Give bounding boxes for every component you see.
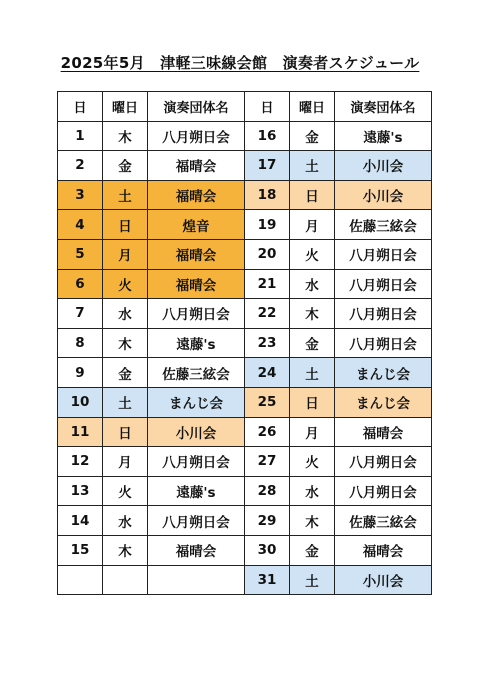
left-weekday-cell: 土 xyxy=(103,387,148,417)
header-group-right: 演奏団体名 xyxy=(335,92,432,122)
table-row xyxy=(58,269,432,299)
right-group-cell: まんじ会 xyxy=(335,358,432,388)
right-group-cell: まんじ会 xyxy=(335,387,432,417)
left-weekday-cell: 木 xyxy=(103,535,148,565)
left-weekday-cell: 土 xyxy=(103,180,148,210)
right-day-cell: 20 xyxy=(245,239,290,269)
right-group-cell: 福晴会 xyxy=(335,535,432,565)
left-group-cell: 福晴会 xyxy=(148,180,245,210)
left-weekday-cell: 木 xyxy=(103,328,148,358)
table-row xyxy=(58,151,432,181)
right-weekday-cell: 水 xyxy=(290,269,335,299)
page-title: 2025年5月 津軽三味線会館 演奏者スケジュール xyxy=(60,54,420,72)
header-day-right: 日 xyxy=(245,92,290,122)
right-weekday-cell: 土 xyxy=(290,358,335,388)
right-group-cell: 八月朔日会 xyxy=(335,476,432,506)
left-day-cell: 14 xyxy=(58,506,103,536)
right-group-cell: 八月朔日会 xyxy=(335,447,432,477)
right-day-cell: 24 xyxy=(245,358,290,388)
right-day-cell: 28 xyxy=(245,476,290,506)
left-group-cell: 遠藤's xyxy=(148,476,245,506)
right-day-cell: 16 xyxy=(245,121,290,151)
header-row xyxy=(58,92,432,122)
table-row xyxy=(58,535,432,565)
left-weekday-cell: 木 xyxy=(103,121,148,151)
right-day-cell: 27 xyxy=(245,447,290,477)
right-weekday-cell: 日 xyxy=(290,180,335,210)
table-row xyxy=(58,210,432,240)
right-day-cell: 31 xyxy=(245,565,290,595)
left-weekday-cell: 金 xyxy=(103,151,148,181)
right-day-cell: 19 xyxy=(245,210,290,240)
right-day-cell: 30 xyxy=(245,535,290,565)
right-day-cell: 17 xyxy=(245,151,290,181)
table-row xyxy=(58,299,432,329)
right-group-cell: 佐藤三絃会 xyxy=(335,506,432,536)
right-weekday-cell: 金 xyxy=(290,121,335,151)
left-weekday-cell: 日 xyxy=(103,417,148,447)
right-weekday-cell: 月 xyxy=(290,210,335,240)
left-group-cell: まんじ会 xyxy=(148,387,245,417)
table-row xyxy=(58,447,432,477)
right-weekday-cell: 木 xyxy=(290,506,335,536)
right-group-cell: 佐藤三絃会 xyxy=(335,210,432,240)
left-group-cell: 煌音 xyxy=(148,210,245,240)
left-group-cell: 小川会 xyxy=(148,417,245,447)
left-weekday-cell: 水 xyxy=(103,506,148,536)
left-group-cell: 八月朔日会 xyxy=(148,447,245,477)
left-group-cell: 八月朔日会 xyxy=(148,299,245,329)
table-row xyxy=(58,417,432,447)
right-day-cell: 26 xyxy=(245,417,290,447)
left-group-cell: 福晴会 xyxy=(148,269,245,299)
right-weekday-cell: 金 xyxy=(290,535,335,565)
left-day-cell: 5 xyxy=(58,239,103,269)
right-group-cell: 八月朔日会 xyxy=(335,269,432,299)
right-group-cell: 八月朔日会 xyxy=(335,239,432,269)
left-day-cell: 15 xyxy=(58,535,103,565)
table-row xyxy=(58,358,432,388)
right-day-cell: 25 xyxy=(245,387,290,417)
left-day-cell: 9 xyxy=(58,358,103,388)
left-group-cell: 福晴会 xyxy=(148,535,245,565)
left-weekday-cell: 水 xyxy=(103,299,148,329)
right-group-cell: 小川会 xyxy=(335,180,432,210)
table-row xyxy=(58,565,432,595)
table-row xyxy=(58,387,432,417)
left-weekday-cell: 月 xyxy=(103,447,148,477)
right-group-cell: 遠藤's xyxy=(335,121,432,151)
right-group-cell: 八月朔日会 xyxy=(335,328,432,358)
right-weekday-cell: 土 xyxy=(290,151,335,181)
left-day-cell: 12 xyxy=(58,447,103,477)
right-group-cell: 小川会 xyxy=(335,151,432,181)
right-day-cell: 21 xyxy=(245,269,290,299)
table-row xyxy=(58,180,432,210)
left-day-cell: 8 xyxy=(58,328,103,358)
left-weekday-cell: 月 xyxy=(103,239,148,269)
right-day-cell: 23 xyxy=(245,328,290,358)
left-day-cell: 10 xyxy=(58,387,103,417)
right-day-cell: 22 xyxy=(245,299,290,329)
right-weekday-cell: 火 xyxy=(290,239,335,269)
table-row xyxy=(58,328,432,358)
table-row xyxy=(58,239,432,269)
table-row xyxy=(58,121,432,151)
left-day-cell: 13 xyxy=(58,476,103,506)
left-day-cell: 6 xyxy=(58,269,103,299)
header-group-left: 演奏団体名 xyxy=(148,92,245,122)
left-weekday-cell: 火 xyxy=(103,476,148,506)
right-weekday-cell: 月 xyxy=(290,417,335,447)
right-weekday-cell: 金 xyxy=(290,328,335,358)
left-day-cell: 1 xyxy=(58,121,103,151)
table-row xyxy=(58,476,432,506)
right-weekday-cell: 日 xyxy=(290,387,335,417)
schedule-table xyxy=(57,91,432,595)
right-day-cell: 18 xyxy=(245,180,290,210)
left-group-cell: 八月朔日会 xyxy=(148,506,245,536)
right-group-cell: 福晴会 xyxy=(335,417,432,447)
right-day-cell: 29 xyxy=(245,506,290,536)
left-group-cell: 遠藤's xyxy=(148,328,245,358)
table-row xyxy=(58,506,432,536)
right-group-cell: 八月朔日会 xyxy=(335,299,432,329)
left-day-cell: 2 xyxy=(58,151,103,181)
left-group-cell: 佐藤三絃会 xyxy=(148,358,245,388)
left-weekday-cell: 金 xyxy=(103,358,148,388)
left-weekday-cell: 火 xyxy=(103,269,148,299)
left-group-cell: 福晴会 xyxy=(148,239,245,269)
left-day-cell: 4 xyxy=(58,210,103,240)
left-group-cell: 八月朔日会 xyxy=(148,121,245,151)
left-weekday-cell: 日 xyxy=(103,210,148,240)
header-weekday-right: 曜日 xyxy=(290,92,335,122)
right-weekday-cell: 火 xyxy=(290,447,335,477)
right-weekday-cell: 土 xyxy=(290,565,335,595)
left-weekday-cell xyxy=(103,565,148,595)
left-day-cell: 3 xyxy=(58,180,103,210)
header-weekday-left: 曜日 xyxy=(103,92,148,122)
right-weekday-cell: 木 xyxy=(290,299,335,329)
left-day-cell: 11 xyxy=(58,417,103,447)
right-group-cell: 小川会 xyxy=(335,565,432,595)
header-day-left: 日 xyxy=(58,92,103,122)
left-day-cell: 7 xyxy=(58,299,103,329)
left-group-cell: 福晴会 xyxy=(148,151,245,181)
left-day-cell xyxy=(58,565,103,595)
left-group-cell xyxy=(148,565,245,595)
right-weekday-cell: 水 xyxy=(290,476,335,506)
